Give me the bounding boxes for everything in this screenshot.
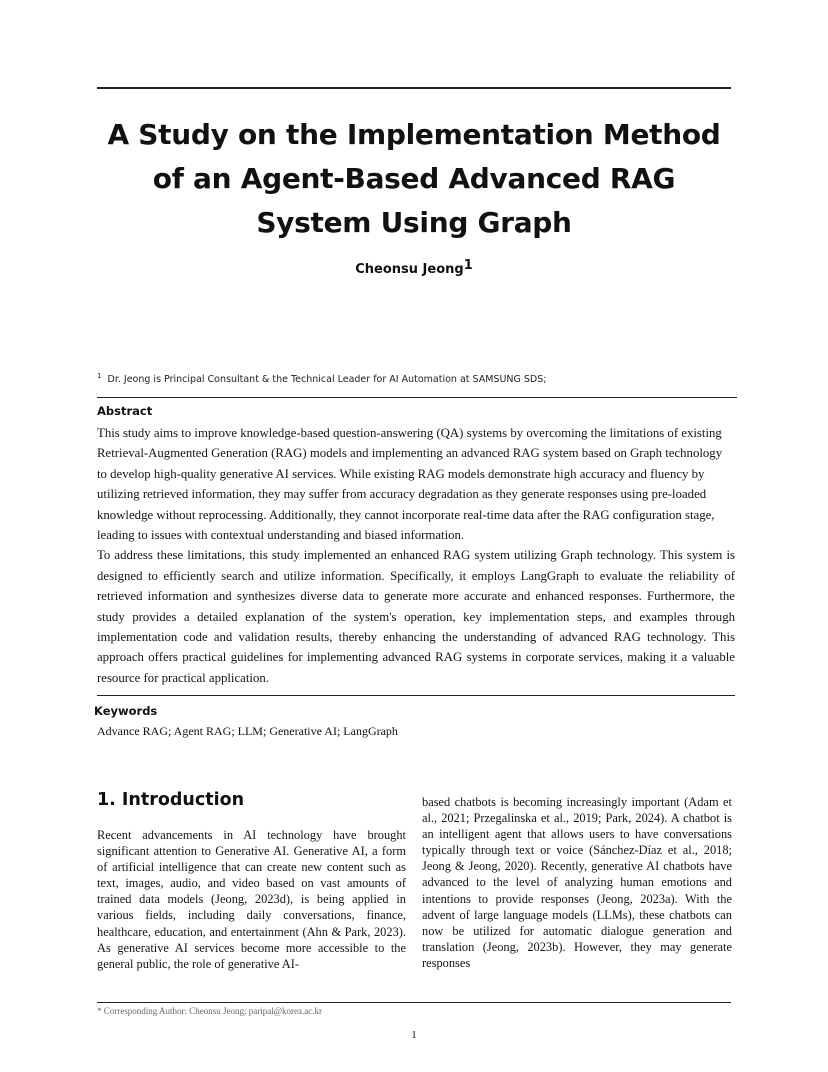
footnote-rule	[97, 1002, 731, 1003]
keywords-heading: Keywords	[94, 704, 158, 718]
affiliation-text: Dr. Jeong is Principal Consultant & the Technical Leader for AI Automation at SAMSUNG SDS;	[107, 374, 547, 386]
introduction-heading: 1. Introduction	[97, 790, 245, 810]
page-number: 1	[411, 1029, 417, 1041]
abstract-paragraph-1: This study aims to improve knowledge-based question-answering (QA) systems by overcoming the limitations of existing Retrieval-Augmented Generation (RAG) models and implementing an advanced RAG system based on Graph technology to develop high-quality generative AI services. While existing RAG models demonstrate high accuracy and fluency by utilizing retrieved information, they may suffer from accuracy degradation as they generate responses using pre-loaded knowledge without reprocessing. Additionally, they cannot incorporate real-time data after the RAG configuration stage, leading to issues with contextual understanding and biased information.	[97, 426, 723, 543]
abstract-top-rule	[97, 397, 737, 398]
author-superscript: 1	[463, 258, 473, 273]
abstract-body	[97, 423, 735, 688]
author-name	[0, 258, 828, 277]
paper-title-line-3: System Using Graph	[256, 206, 572, 239]
abstract-heading: Abstract	[97, 404, 153, 418]
affiliation-superscript: 1	[97, 372, 102, 380]
corresponding-author-footnote: * Corresponding Author: Cheonsu Jeong; paripal@korea.ac.kr	[97, 1006, 322, 1016]
keywords-list: Advance RAG; Agent RAG; LLM; Generative AI; LangGraph	[97, 724, 398, 738]
abstract-paragraph-2: To address these limitations, this study implemented an enhanced RAG system utilizing Graph technology. This system is designed to efficiently search and utilize information. Specifically, it employs LangGraph to evaluate the reliability of retrieved information and synthesizes diverse data to generate more accurate and enhanced responses. Furthermore, the study provides a detailed explanation of the system's operation, key implementation steps, and examples through implementation code and validation results, thereby enhancing the understanding of advanced RAG technology. This approach offers practical guidelines for implementing advanced RAG systems in corporate services, making it a valuable resource for practical application.	[97, 548, 735, 685]
introduction-left-column: Recent advancements in AI technology have brought significant attention to Generative AI. Generative AI, a form of artificial intelligence that can create new content such as text, images, audio, and video based on vast amounts of trained data models (Jeong, 2023d), is being applied in various fields, including daily conversations, finance, healthcare, education, and entertainment (Ahn & Park, 2023). As generative AI services become more accessible to the general public, the role of generative AI-	[97, 828, 406, 971]
author-name-text: Cheonsu Jeong	[355, 262, 464, 277]
affiliation-note	[97, 372, 737, 385]
introduction-right-column: based chatbots is becoming increasingly important (Adam et al., 2021; Przegalinska et al., 2019; Park, 2024). A chatbot is an intelligent agent that allows users to have conversations typically through text or voice (Sánchez-Díaz et al., 2018; Jeong & Jeong, 2020). Recently, generative AI chatbots have advanced to the level of analyzing human emotions and intentions to provide responses (Jeong, 2023a). With the advent of large language models (LLMs), these chatbots can now be utilized for automatic dialogue generation and translation (Jeong, 2023b). However, they may generate responses	[422, 795, 732, 970]
paper-title-line-2: of an Agent-Based Advanced RAG	[152, 162, 676, 195]
top-rule	[97, 87, 731, 89]
abstract-bottom-rule	[97, 695, 735, 696]
paper-title-line-1: A Study on the Implementation Method	[107, 118, 721, 151]
